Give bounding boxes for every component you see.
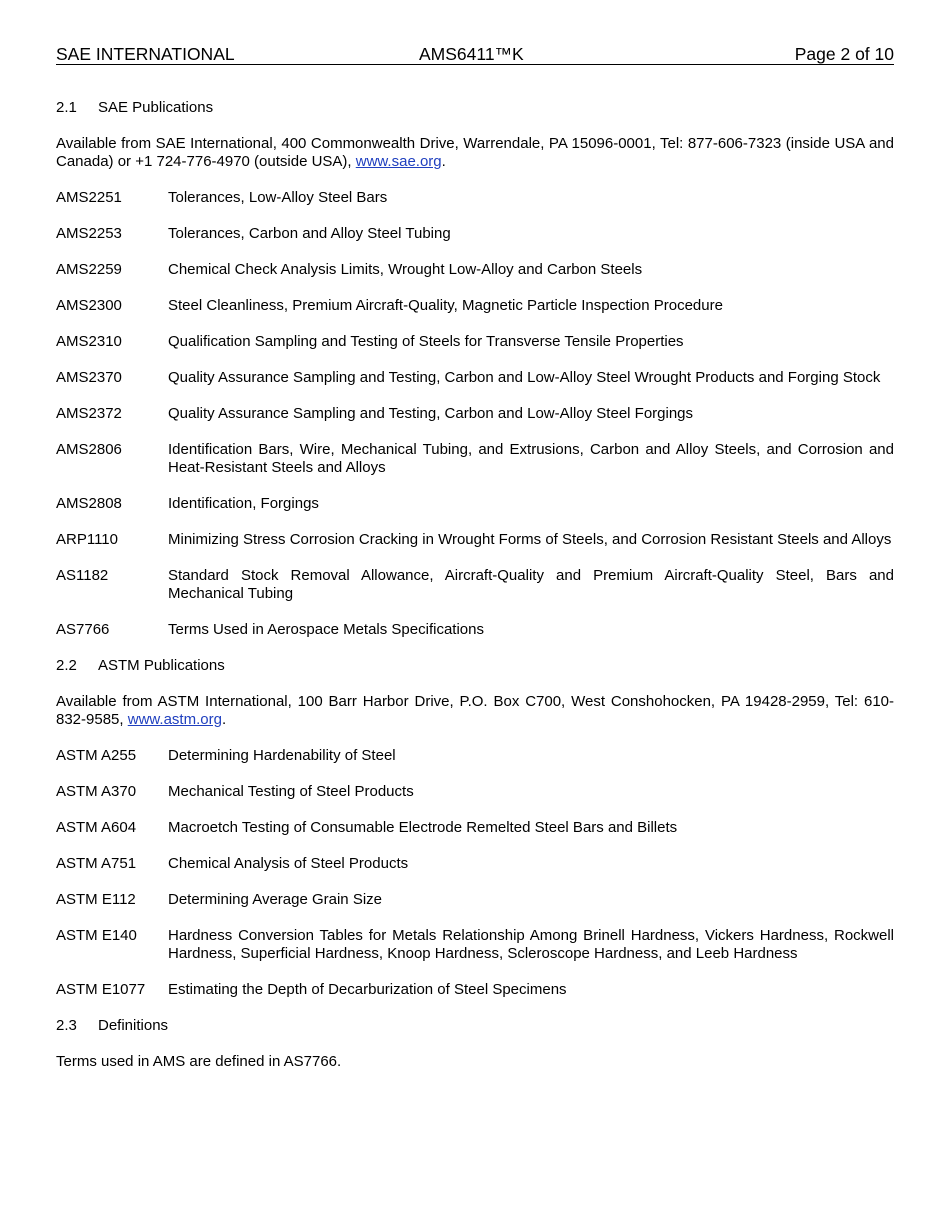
reference-title: Hardness Conversion Tables for Metals Relationship Among Brinell Hardness, Vickers Hardness, Rockwell Hardness, Superficial Hardness, Knoop Hardness, Scleroscope Hardness, and Leeb Hardness (168, 927, 894, 962)
reference-title: Identification, Forgings (168, 495, 319, 512)
section-number: 2.2 (56, 657, 77, 674)
astm-availability-paragraph (56, 693, 894, 729)
section-title: Definitions (98, 1017, 169, 1034)
reference-item (56, 567, 894, 603)
reference-item (56, 981, 894, 999)
paragraph-end: . (221, 711, 227, 728)
reference-code: AS1182 (56, 567, 109, 584)
reference-code: ASTM A370 (56, 783, 137, 800)
reference-title: Quality Assurance Sampling and Testing, Carbon and Low-Alloy Steel Forgings (168, 405, 694, 422)
section-heading-astm (56, 657, 894, 675)
reference-code: AMS2370 (56, 369, 122, 386)
reference-code: AS7766 (56, 621, 110, 638)
section-number: 2.1 (56, 99, 77, 116)
reference-code: AMS2310 (56, 333, 122, 350)
reference-item (56, 621, 894, 639)
reference-item (56, 261, 894, 279)
header-page-number: Page 2 of 10 (794, 44, 894, 64)
reference-item (56, 531, 894, 549)
reference-code: AMS2259 (56, 261, 122, 278)
reference-title: Estimating the Depth of Decarburization of Steel Specimens (168, 981, 567, 998)
reference-code: ASTM E140 (56, 927, 137, 944)
section-title: SAE Publications (98, 99, 214, 116)
reference-title: Terms Used in Aerospace Metals Specifications (168, 621, 484, 638)
reference-item (56, 333, 894, 351)
header-organization: SAE INTERNATIONAL (56, 44, 235, 64)
reference-title: Determining Hardenability of Steel (168, 747, 396, 764)
reference-item (56, 819, 894, 837)
reference-code: AMS2251 (56, 189, 122, 206)
reference-code: ASTM E112 (56, 891, 136, 908)
reference-title: Chemical Check Analysis Limits, Wrought Low-Alloy and Carbon Steels (168, 261, 643, 278)
document-body (56, 99, 894, 1071)
reference-item (56, 495, 894, 513)
section-title: ASTM Publications (98, 657, 225, 674)
reference-item (56, 405, 894, 423)
reference-code: AMS2808 (56, 495, 122, 512)
paragraph-text: Available from SAE International, 400 Commonwealth Drive, Warrendale, PA 15096-0001, Tel: 877-606-7323 (inside USA and Canada) or +1 724-776-4970 (outside USA), (56, 135, 894, 170)
reference-code: ARP1110 (56, 531, 118, 548)
reference-title: Chemical Analysis of Steel Products (168, 855, 409, 872)
reference-item (56, 783, 894, 801)
reference-item (56, 855, 894, 873)
reference-item (56, 225, 894, 243)
paragraph-text: Available from ASTM International, 100 Barr Harbor Drive, P.O. Box C700, West Conshohocken, PA 19428-2959, Tel: 610-832-9585, (56, 693, 894, 728)
reference-item (56, 369, 894, 387)
astm-website-link[interactable]: www.astm.org (127, 711, 222, 728)
reference-code: AMS2253 (56, 225, 122, 242)
sae-reference-list (56, 189, 894, 639)
reference-code: ASTM E1077 (56, 981, 146, 998)
section-number: 2.3 (56, 1017, 77, 1034)
sae-website-link[interactable]: www.sae.org (355, 153, 442, 170)
reference-item (56, 297, 894, 315)
reference-title: Mechanical Testing of Steel Products (168, 783, 414, 800)
reference-code: ASTM A751 (56, 855, 137, 872)
reference-code: ASTM A255 (56, 747, 137, 764)
reference-title: Tolerances, Low-Alloy Steel Bars (168, 189, 388, 206)
reference-title: Quality Assurance Sampling and Testing, Carbon and Low-Alloy Steel Wrought Products and Forging Stock (168, 369, 881, 386)
page-header (56, 44, 894, 65)
reference-code: AMS2372 (56, 405, 122, 422)
reference-item (56, 747, 894, 765)
definitions-paragraph: Terms used in AMS are defined in AS7766. (56, 1053, 342, 1070)
reference-title: Determining Average Grain Size (168, 891, 382, 908)
reference-code: ASTM A604 (56, 819, 137, 836)
reference-title: Standard Stock Removal Allowance, Aircraft-Quality and Premium Aircraft-Quality Steel, Bars and Mechanical Tubing (168, 567, 894, 602)
reference-item (56, 441, 894, 477)
section-heading-sae (56, 99, 894, 117)
reference-title: Macroetch Testing of Consumable Electrode Remelted Steel Bars and Billets (168, 819, 678, 836)
reference-title: Steel Cleanliness, Premium Aircraft-Quality, Magnetic Particle Inspection Procedure (168, 297, 723, 314)
reference-title: Identification Bars, Wire, Mechanical Tubing, and Extrusions, Carbon and Alloy Steels, and Corrosion and Heat-Resistant Steels and Alloys (168, 441, 894, 476)
sae-availability-paragraph (56, 135, 894, 171)
header-document-id: AMS6411™K (419, 44, 524, 64)
reference-item (56, 927, 894, 963)
astm-reference-list (56, 747, 894, 999)
reference-title: Tolerances, Carbon and Alloy Steel Tubing (168, 225, 451, 242)
reference-title: Minimizing Stress Corrosion Cracking in Wrought Forms of Steels, and Corrosion Resistant Steels and Alloys (168, 531, 892, 548)
reference-code: AMS2806 (56, 441, 122, 458)
section-heading-definitions (56, 1017, 894, 1035)
document-page (56, 44, 894, 1071)
paragraph-end: . (441, 153, 446, 170)
reference-item (56, 189, 894, 207)
reference-title: Qualification Sampling and Testing of Steels for Transverse Tensile Properties (168, 333, 684, 350)
reference-code: AMS2300 (56, 297, 122, 314)
reference-item (56, 891, 894, 909)
